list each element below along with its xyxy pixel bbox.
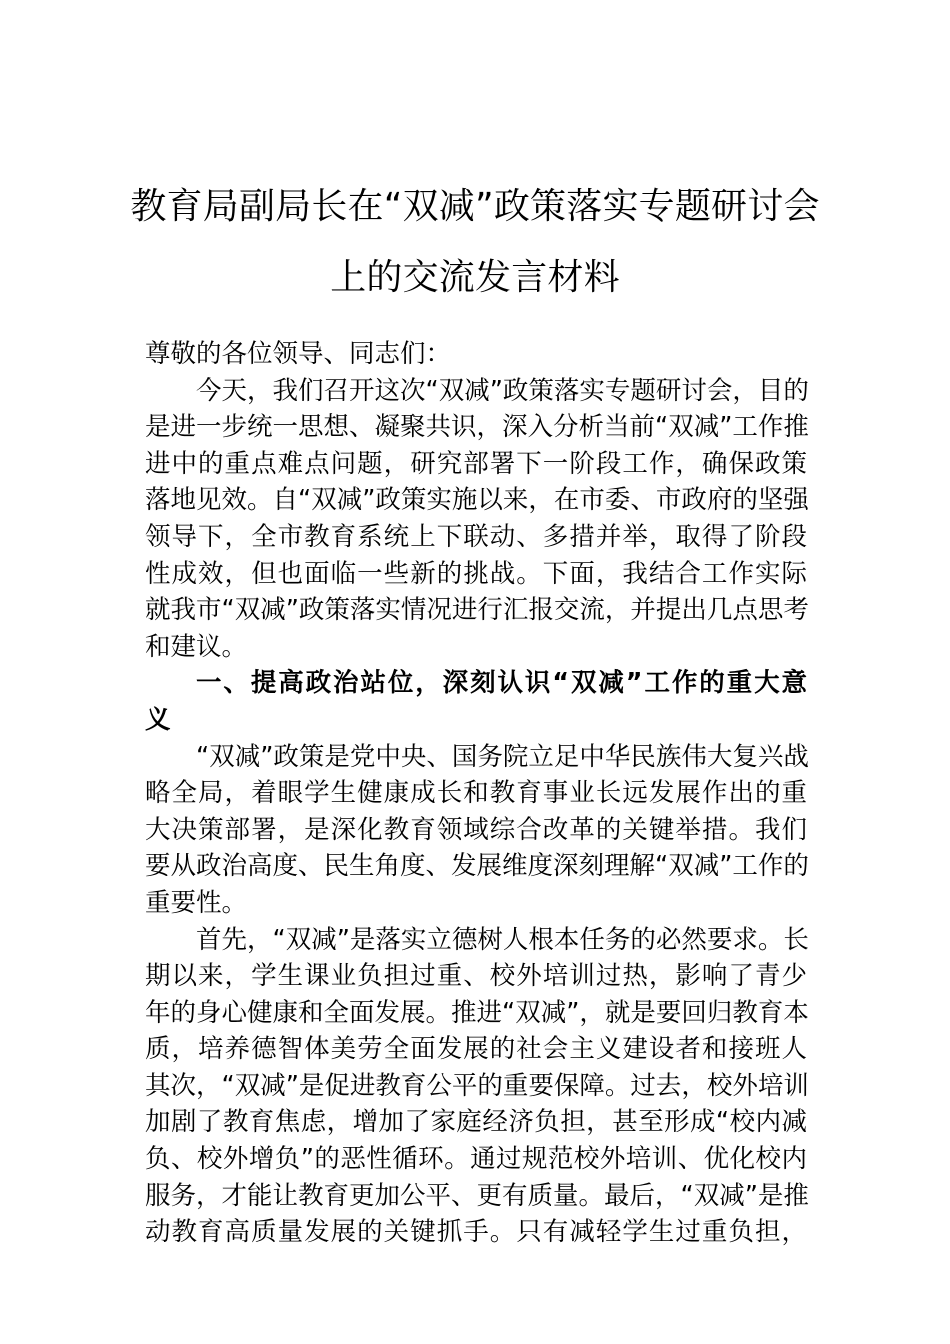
paragraph-3-line: 首先，“双减”是落实立德树人根本任务的必然要求。长 bbox=[196, 924, 809, 955]
document-title bbox=[120, 171, 830, 313]
paragraph-3-line: 期以来，学生课业负担过重、校外培训过热，影响了青少 bbox=[145, 961, 807, 992]
paragraph-3-line: 负、校外增负”的恶性循环。通过规范校外培训、优化校内 bbox=[145, 1144, 807, 1175]
paragraph-1-line: 是进一步统一思想、凝聚共识，深入分析当前“双减”工作推 bbox=[145, 412, 809, 443]
paragraph-1-line: 就我市“双减”政策落实情况进行汇报交流，并提出几点思考 bbox=[145, 595, 809, 626]
document-body bbox=[145, 336, 807, 1251]
paragraph-2-line: 大决策部署，是深化教育领域综合改革的关键举措。我们 bbox=[145, 814, 807, 845]
paragraph-1-line: 性成效，但也面临一些新的挑战。下面，我结合工作实际 bbox=[145, 558, 807, 589]
section-1-heading: 一、提高政治站位，深刻认识“双减”工作的重大意 bbox=[196, 668, 807, 699]
paragraph-3-line: 动教育高质量发展的关键抓手。只有减轻学生过重负担， bbox=[145, 1217, 807, 1248]
salutation: 尊敬的各位领导、同志们： bbox=[145, 339, 452, 369]
paragraph-1-line: 和建议。 bbox=[145, 631, 248, 662]
paragraph-1-line: 今天，我们召开这次“双减”政策落实专题研讨会，目的 bbox=[196, 375, 809, 406]
paragraph-1-line: 领导下，全市教育系统上下联动、多措并举，取得了阶段 bbox=[145, 521, 807, 552]
paragraph-3-line: 质，培养德智体美劳全面发展的社会主义建设者和接班人 bbox=[145, 1034, 807, 1065]
paragraph-2-line: “双减”政策是党中央、国务院立足中华民族伟大复兴战 bbox=[196, 741, 809, 772]
paragraph-3-line: 年的身心健康和全面发展。推进“双减”，就是要回归教育本 bbox=[145, 997, 809, 1028]
paragraph-1-line: 落地见效。自“双减”政策实施以来，在市委、市政府的坚强 bbox=[145, 485, 809, 516]
title-line-1: 教育局副局长在“双减”政策落实专题研讨会 bbox=[130, 186, 820, 227]
paragraph-3-line: 其次，“双减”是促进教育公平的重要保障。过去，校外培训 bbox=[145, 1070, 809, 1101]
paragraph-2-line: 重要性。 bbox=[145, 887, 248, 918]
title-line-2: 上的交流发言材料 bbox=[330, 257, 620, 298]
paragraph-2-line: 要从政治高度、民生角度、发展维度深刻理解“双减”工作的 bbox=[145, 851, 809, 882]
paragraph-3-line: 服务，才能让教育更加公平、更有质量。最后，“双减”是推 bbox=[145, 1180, 809, 1211]
section-1-heading: 义 bbox=[145, 704, 171, 735]
paragraph-2-line: 略全局，着眼学生健康成长和教育事业长远发展作出的重 bbox=[145, 778, 807, 809]
paragraph-1-line: 进中的重点难点问题，研究部署下一阶段工作，确保政策 bbox=[145, 448, 807, 479]
paragraph-3-line: 加剧了教育焦虑，增加了家庭经济负担，甚至形成“校内减 bbox=[145, 1107, 807, 1138]
